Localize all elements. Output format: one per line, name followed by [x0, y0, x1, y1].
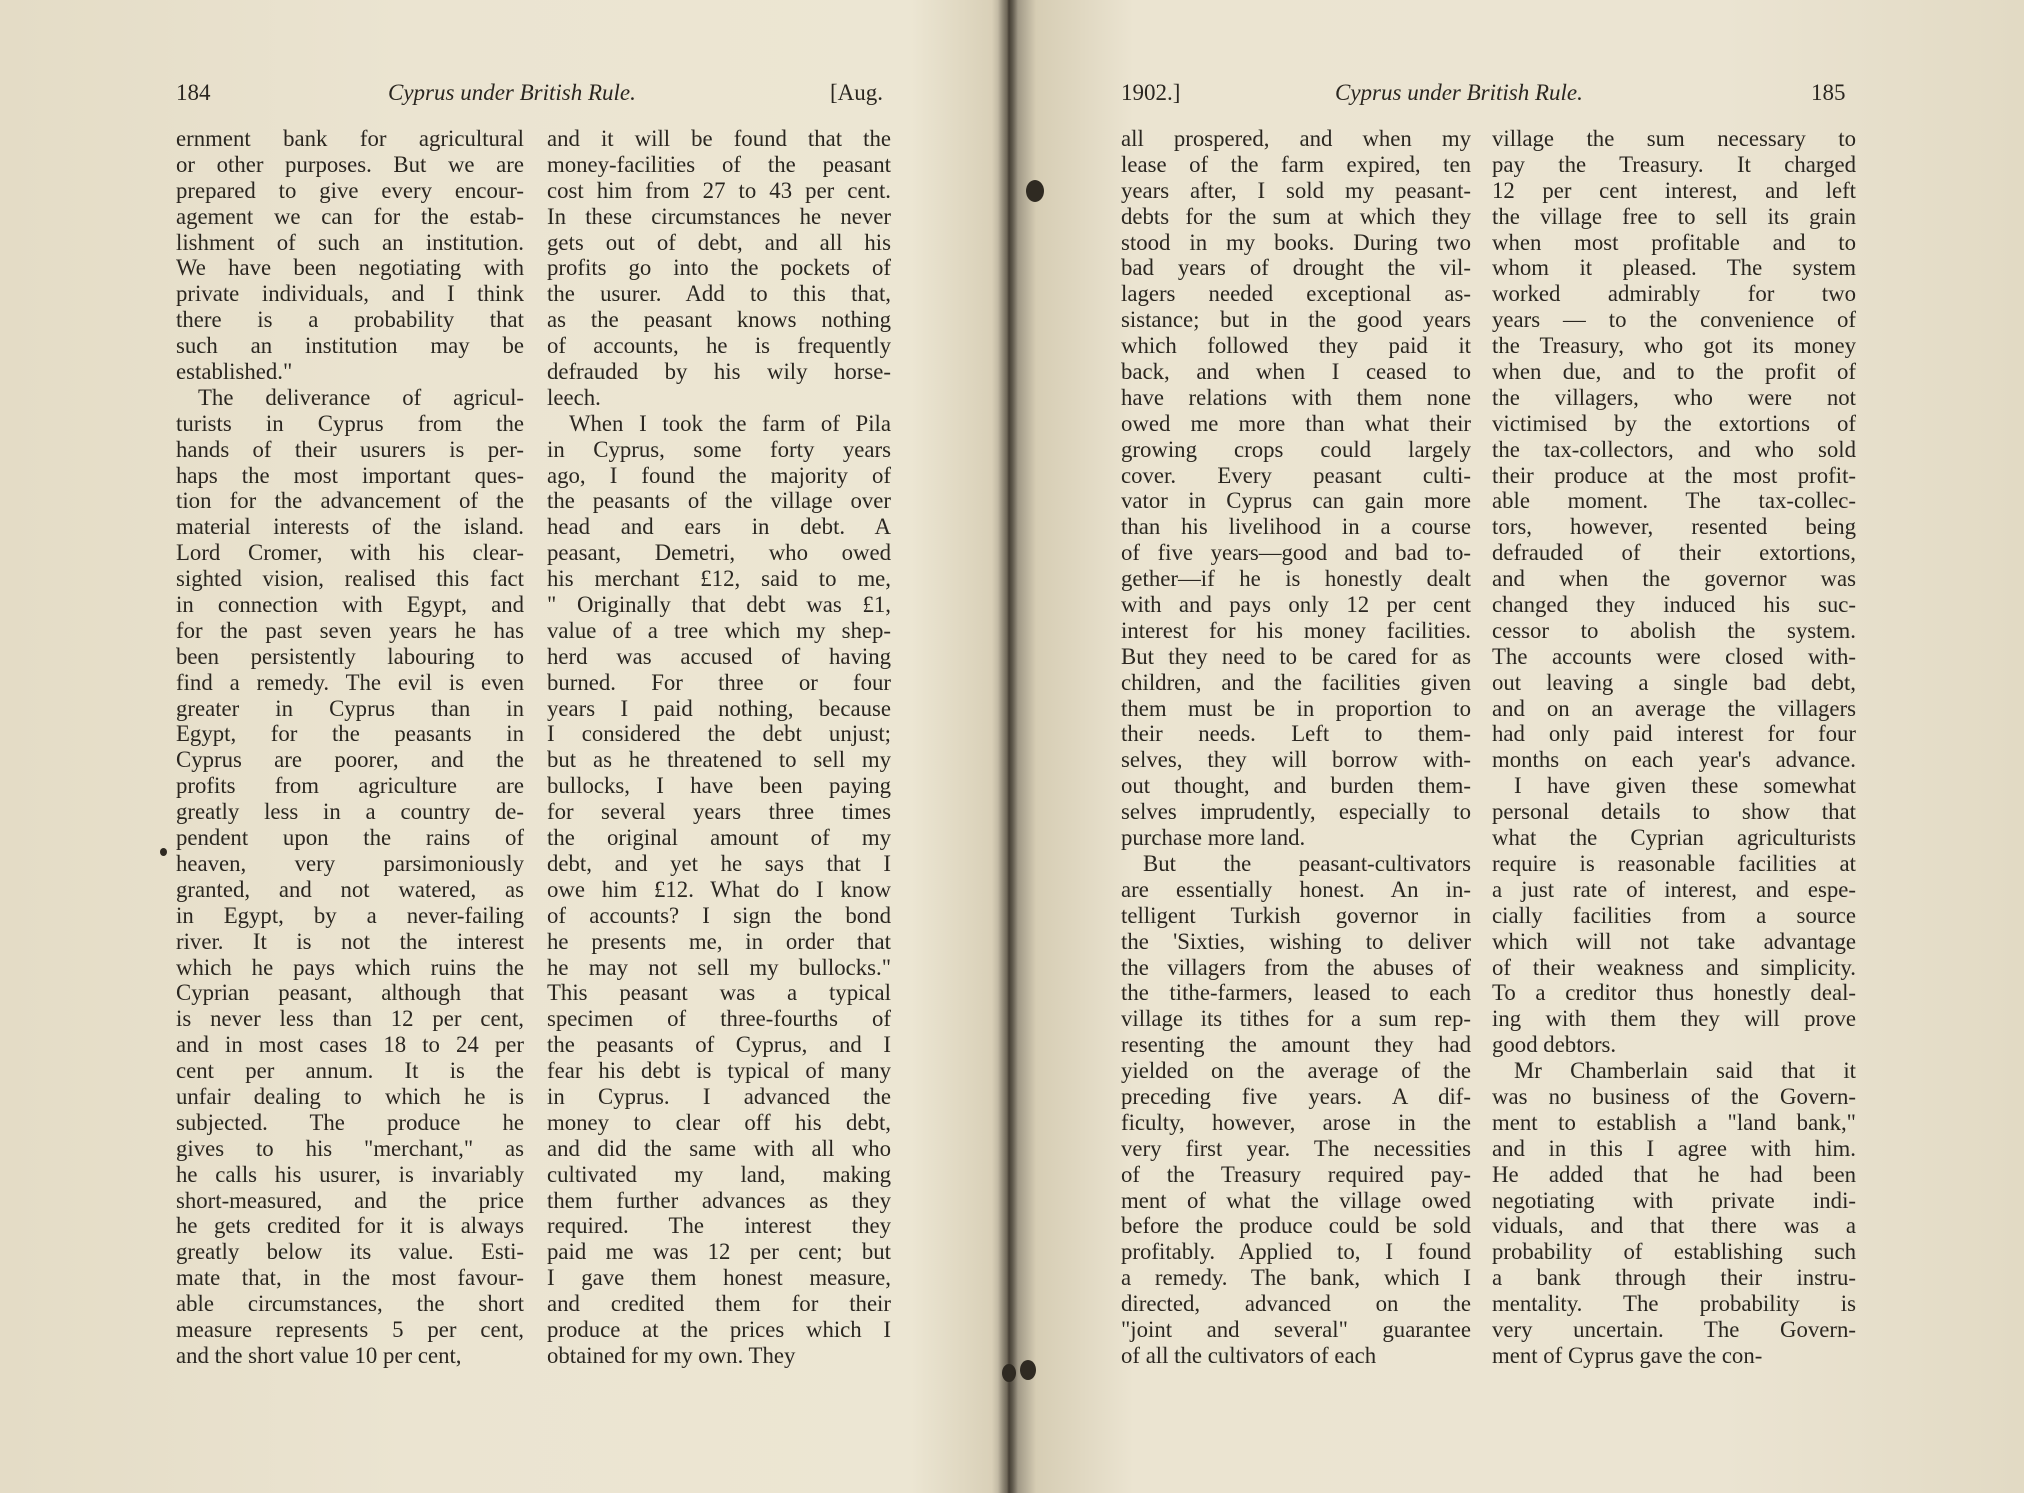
text-line: defrauded by his wily horse- — [547, 359, 891, 385]
ink-speck — [160, 848, 167, 856]
text-line: such an institution may be — [176, 333, 524, 359]
text-line: The deliverance of agricul- — [198, 384, 524, 410]
text-line: in Cyprus, some forty years — [547, 436, 891, 462]
text-line: owe him £12. What do I know — [547, 876, 891, 902]
text-line: river. It is not the interest — [176, 928, 524, 954]
text-line: for several years three times — [547, 799, 891, 825]
text-line: which he pays which ruins the — [176, 954, 524, 980]
text-line: years I paid nothing, because — [547, 695, 891, 721]
text-line: agement we can for the estab- — [176, 203, 524, 229]
text-line: of five years—good and bad to- — [1121, 540, 1471, 566]
text-line: haps the most important ques- — [176, 462, 524, 488]
text-line: heaven, very parsimoniously — [176, 850, 524, 876]
text-line: short-measured, and the price — [176, 1187, 524, 1213]
text-line: pay the Treasury. It charged — [1492, 151, 1856, 177]
text-line: We have been negotiating with — [176, 255, 524, 281]
right-page-column-1 — [1121, 126, 1471, 1369]
text-line: cost him from 27 to 43 per cent. — [547, 177, 891, 203]
text-line: stood in my books. During two — [1121, 229, 1471, 255]
text-line: gether—if he is honestly dealt — [1121, 566, 1471, 592]
text-line: in Cyprus. I advanced the — [547, 1083, 891, 1109]
text-line: the tax-collectors, and who sold — [1492, 436, 1856, 462]
text-line: than his livelihood in a course — [1121, 514, 1471, 540]
text-line: of the Treasury required pay- — [1121, 1161, 1471, 1187]
text-line: peasant, Demetri, who owed — [547, 540, 891, 566]
text-line: or other purposes. But we are — [176, 151, 524, 177]
text-line: sighted vision, realised this fact — [176, 566, 524, 592]
right-page-number: 185 — [1811, 80, 1846, 105]
text-line: telligent Turkish governor in — [1121, 902, 1471, 928]
text-line: The accounts were closed with- — [1492, 643, 1856, 669]
right-header-year: 1902.] — [1121, 80, 1181, 105]
text-line: which followed they paid it — [1121, 333, 1471, 359]
left-page — [0, 0, 1000, 1493]
text-line: have relations with them none — [1121, 384, 1471, 410]
binding-hole-mark — [1020, 1360, 1036, 1380]
text-line: he calls his usurer, is invariably — [176, 1161, 524, 1187]
text-line: directed, advanced on the — [1121, 1291, 1471, 1317]
text-line: required. The interest they — [547, 1213, 891, 1239]
text-line: resenting the amount they had — [1121, 1032, 1471, 1058]
text-line: specimen of three-fourths of — [547, 1006, 891, 1032]
right-page-column-2 — [1492, 126, 1856, 1369]
text-line: and in most cases 18 to 24 per — [176, 1032, 524, 1058]
text-line: and did the same with all who — [547, 1135, 891, 1161]
text-line: granted, and not watered, as — [176, 876, 524, 902]
text-line: a just rate of interest, and espe- — [1492, 876, 1856, 902]
right-running-title: Cyprus under British Rule. — [1335, 80, 1583, 105]
text-line: greater in Cyprus than in — [176, 695, 524, 721]
text-line: material interests of the island. — [176, 514, 524, 540]
text-line: cially facilities from a source — [1492, 902, 1856, 928]
text-line: yielded on the average of the — [1121, 1058, 1471, 1084]
text-line: mentality. The probability is — [1492, 1291, 1856, 1317]
text-line: owed me more than what their — [1121, 410, 1471, 436]
text-line: gets out of debt, and all his — [547, 229, 891, 255]
text-line: I considered the debt unjust; — [547, 721, 891, 747]
text-line: the peasants of the village over — [547, 488, 891, 514]
text-line: and on an average the villagers — [1492, 695, 1856, 721]
text-line: ernment bank for agricultural — [176, 126, 524, 151]
text-line: their produce at the most profit- — [1492, 462, 1856, 488]
text-line: selves, they will borrow with- — [1121, 747, 1471, 773]
text-line: probability of establishing such — [1492, 1239, 1856, 1265]
text-line: and it will be found that the — [547, 126, 891, 151]
text-line: fear his debt is typical of many — [547, 1058, 891, 1084]
text-line: and when the governor was — [1492, 566, 1856, 592]
text-line: ment of Cyprus gave the con- — [1492, 1342, 1763, 1368]
text-line: ago, I found the majority of — [547, 462, 891, 488]
text-line: lishment of such an institution. — [176, 229, 524, 255]
text-line: the village free to sell its grain — [1492, 203, 1856, 229]
left-page-column-2 — [547, 126, 891, 1369]
text-line: Mr Chamberlain said that it — [1514, 1058, 1856, 1084]
text-line: negotiating with private indi- — [1492, 1187, 1856, 1213]
text-line: viduals, and that there was a — [1492, 1213, 1856, 1239]
text-line: debts for the sum at which they — [1121, 203, 1471, 229]
right-page — [1015, 0, 2024, 1493]
text-line: years — to the convenience of — [1492, 307, 1856, 333]
text-line: changed they induced his suc- — [1492, 592, 1856, 618]
text-line: the tithe-farmers, leased to each — [1121, 980, 1471, 1006]
text-line: months on each year's advance. — [1492, 747, 1856, 773]
text-line: obtained for my own. They — [547, 1342, 796, 1368]
text-line: cover. Every peasant culti- — [1121, 462, 1471, 488]
text-line: cultivated my land, making — [547, 1161, 891, 1187]
text-line: growing crops could largely — [1121, 436, 1471, 462]
text-line: but as he threatened to sell my — [547, 747, 891, 773]
text-line: of all the cultivators of each — [1121, 1342, 1377, 1368]
text-line: established." — [176, 359, 293, 385]
left-running-head — [0, 80, 1000, 110]
binding-hole-mark — [1026, 180, 1044, 202]
text-line: money-facilities of the peasant — [547, 151, 891, 177]
text-line: find a remedy. The evil is even — [176, 669, 524, 695]
text-line: which will not take advantage — [1492, 928, 1856, 954]
text-line: with and pays only 12 per cent — [1121, 592, 1471, 618]
text-line: out thought, and burden them- — [1121, 773, 1471, 799]
text-line: produce at the prices which I — [547, 1316, 891, 1342]
text-line: pendent upon the rains of — [176, 825, 524, 851]
text-line: Egypt, for the peasants in — [176, 721, 524, 747]
text-line: as the peasant knows nothing — [547, 307, 891, 333]
left-page-number: 184 — [176, 80, 211, 105]
text-line: for the past seven years he has — [176, 617, 524, 643]
text-line: tion for the advancement of the — [176, 488, 524, 514]
text-line: herd was accused of having — [547, 643, 891, 669]
text-line: measure represents 5 per cent, — [176, 1316, 524, 1342]
text-line: gives to his "merchant," as — [176, 1135, 524, 1161]
text-line: When I took the farm of Pila — [569, 410, 891, 436]
text-line: He added that he had been — [1492, 1161, 1856, 1187]
text-line: This peasant was a typical — [547, 980, 891, 1006]
text-line: when most profitable and to — [1492, 229, 1856, 255]
text-line: had only paid interest for four — [1492, 721, 1856, 747]
text-line: burned. For three or four — [547, 669, 891, 695]
text-line: To a creditor thus honestly deal- — [1492, 980, 1856, 1006]
text-line: prepared to give every encour- — [176, 177, 524, 203]
text-line: very first year. The necessities — [1121, 1135, 1471, 1161]
text-line: mate that, in the most favour- — [176, 1265, 524, 1291]
text-line: their needs. Left to them- — [1121, 721, 1471, 747]
text-line: of accounts, he is frequently — [547, 333, 891, 359]
text-line: the 'Sixties, wishing to deliver — [1121, 928, 1471, 954]
text-line: a bank through their instru- — [1492, 1265, 1856, 1291]
text-line: profits go into the pockets of — [547, 255, 891, 281]
text-line: Lord Cromer, with his clear- — [176, 540, 524, 566]
text-line: head and ears in debt. A — [547, 514, 891, 540]
text-line: them further advances as they — [547, 1187, 891, 1213]
text-line: bullocks, I have been paying — [547, 773, 891, 799]
text-line: profitably. Applied to, I found — [1121, 1239, 1471, 1265]
text-line: there is a probability that — [176, 307, 524, 333]
text-line: value of a tree which my shep- — [547, 617, 891, 643]
text-line: But they need to be cared for as — [1121, 643, 1471, 669]
text-line: years after, I sold my peasant- — [1121, 177, 1471, 203]
text-line: personal details to show that — [1492, 799, 1856, 825]
left-header-bracket: [Aug. — [830, 80, 884, 105]
text-line: require is reasonable facilities at — [1492, 850, 1856, 876]
text-line: and in this I agree with him. — [1492, 1135, 1856, 1161]
text-line: of their weakness and simplicity. — [1492, 954, 1856, 980]
text-line: and credited them for their — [547, 1291, 891, 1317]
text-line: money to clear off his debt, — [547, 1109, 891, 1135]
text-line: the Treasury, who got its money — [1492, 333, 1856, 359]
binding-hole-mark — [1002, 1364, 1016, 1382]
text-line: what the Cyprian agriculturists — [1492, 825, 1856, 851]
text-line: all prospered, and when my — [1121, 126, 1471, 151]
text-line: village the sum necessary to — [1492, 126, 1856, 151]
text-line: ficulty, however, arose in the — [1121, 1109, 1471, 1135]
text-line: private individuals, and I think — [176, 281, 524, 307]
text-line: subjected. The produce he — [176, 1109, 524, 1135]
text-line: unfair dealing to which he is — [176, 1083, 524, 1109]
text-line: he presents me, in order that — [547, 928, 891, 954]
text-line: But the peasant-cultivators — [1143, 850, 1471, 876]
text-line: good debtors. — [1492, 1032, 1617, 1058]
text-line: the peasants of Cyprus, and I — [547, 1032, 891, 1058]
text-line: and the short value 10 per cent, — [176, 1342, 462, 1368]
text-line: debt, and yet he says that I — [547, 850, 891, 876]
text-line: been persistently labouring to — [176, 643, 524, 669]
left-running-title: Cyprus under British Rule. — [388, 80, 636, 105]
text-line: children, and the facilities given — [1121, 669, 1471, 695]
text-line: interest for his money facilities. — [1121, 617, 1471, 643]
text-line: selves imprudently, especially to — [1121, 799, 1471, 825]
text-line: " Originally that debt was £1, — [547, 592, 891, 618]
text-line: purchase more land. — [1121, 825, 1306, 851]
text-line: lagers needed exceptional as- — [1121, 281, 1471, 307]
text-line: whom it pleased. The system — [1492, 255, 1856, 281]
text-line: he may not sell my bullocks." — [547, 954, 891, 980]
text-line: sistance; but in the good years — [1121, 307, 1471, 333]
text-line: lease of the farm expired, ten — [1121, 151, 1471, 177]
text-line: ing with them they will prove — [1492, 1006, 1856, 1032]
text-line: defrauded of their extortions, — [1492, 540, 1856, 566]
text-line: bad years of drought the vil- — [1121, 255, 1471, 281]
text-line: of accounts? I sign the bond — [547, 902, 891, 928]
text-line: victimised by the extortions of — [1492, 410, 1856, 436]
text-line: worked admirably for two — [1492, 281, 1856, 307]
text-line: out leaving a single bad debt, — [1492, 669, 1856, 695]
text-line: hands of their usurers is per- — [176, 436, 524, 462]
text-line: paid me was 12 per cent; but — [547, 1239, 891, 1265]
text-line: Cyprus are poorer, and the — [176, 747, 524, 773]
text-line: I gave them honest measure, — [547, 1265, 891, 1291]
text-line: Cyprian peasant, although that — [176, 980, 524, 1006]
text-line: he gets credited for it is always — [176, 1213, 524, 1239]
text-line: village its tithes for a sum rep- — [1121, 1006, 1471, 1032]
left-page-column-1 — [176, 126, 524, 1369]
text-line: leech. — [547, 384, 601, 410]
text-line: turists in Cyprus from the — [176, 410, 524, 436]
text-line: cessor to abolish the system. — [1492, 617, 1856, 643]
text-line: are essentially honest. An in- — [1121, 876, 1471, 902]
text-line: greatly below its value. Esti- — [176, 1239, 524, 1265]
text-line: cent per annum. It is the — [176, 1058, 524, 1084]
text-line: before the produce could be sold — [1121, 1213, 1471, 1239]
text-line: a remedy. The bank, which I — [1121, 1265, 1471, 1291]
text-line: preceding five years. A dif- — [1121, 1083, 1471, 1109]
right-running-head — [1015, 80, 2024, 110]
text-line: the original amount of my — [547, 825, 891, 851]
text-line: tors, however, resented being — [1492, 514, 1856, 540]
text-line: in connection with Egypt, and — [176, 592, 524, 618]
text-line: able circumstances, the short — [176, 1291, 524, 1317]
text-line: his merchant £12, said to me, — [547, 566, 891, 592]
text-line: I have given these somewhat — [1514, 773, 1856, 799]
text-line: back, and when I ceased to — [1121, 359, 1471, 385]
text-line: the usurer. Add to this that, — [547, 281, 891, 307]
text-line: in Egypt, by a never-failing — [176, 902, 524, 928]
text-line: the villagers from the abuses of — [1121, 954, 1471, 980]
text-line: was no business of the Govern- — [1492, 1083, 1856, 1109]
text-line: when due, and to the profit of — [1492, 359, 1856, 385]
text-line: profits from agriculture are — [176, 773, 524, 799]
text-line: vator in Cyprus can gain more — [1121, 488, 1471, 514]
text-line: is never less than 12 per cent, — [176, 1006, 524, 1032]
text-line: greatly less in a country de- — [176, 799, 524, 825]
text-line: able moment. The tax-collec- — [1492, 488, 1856, 514]
text-line: them must be in proportion to — [1121, 695, 1471, 721]
text-line: 12 per cent interest, and left — [1492, 177, 1856, 203]
text-line: ment to establish a "land bank," — [1492, 1109, 1856, 1135]
text-line: In these circumstances he never — [547, 203, 891, 229]
text-line: the villagers, who were not — [1492, 384, 1856, 410]
text-line: very uncertain. The Govern- — [1492, 1316, 1856, 1342]
text-line: ment of what the village owed — [1121, 1187, 1471, 1213]
text-line: "joint and several" guarantee — [1121, 1316, 1471, 1342]
